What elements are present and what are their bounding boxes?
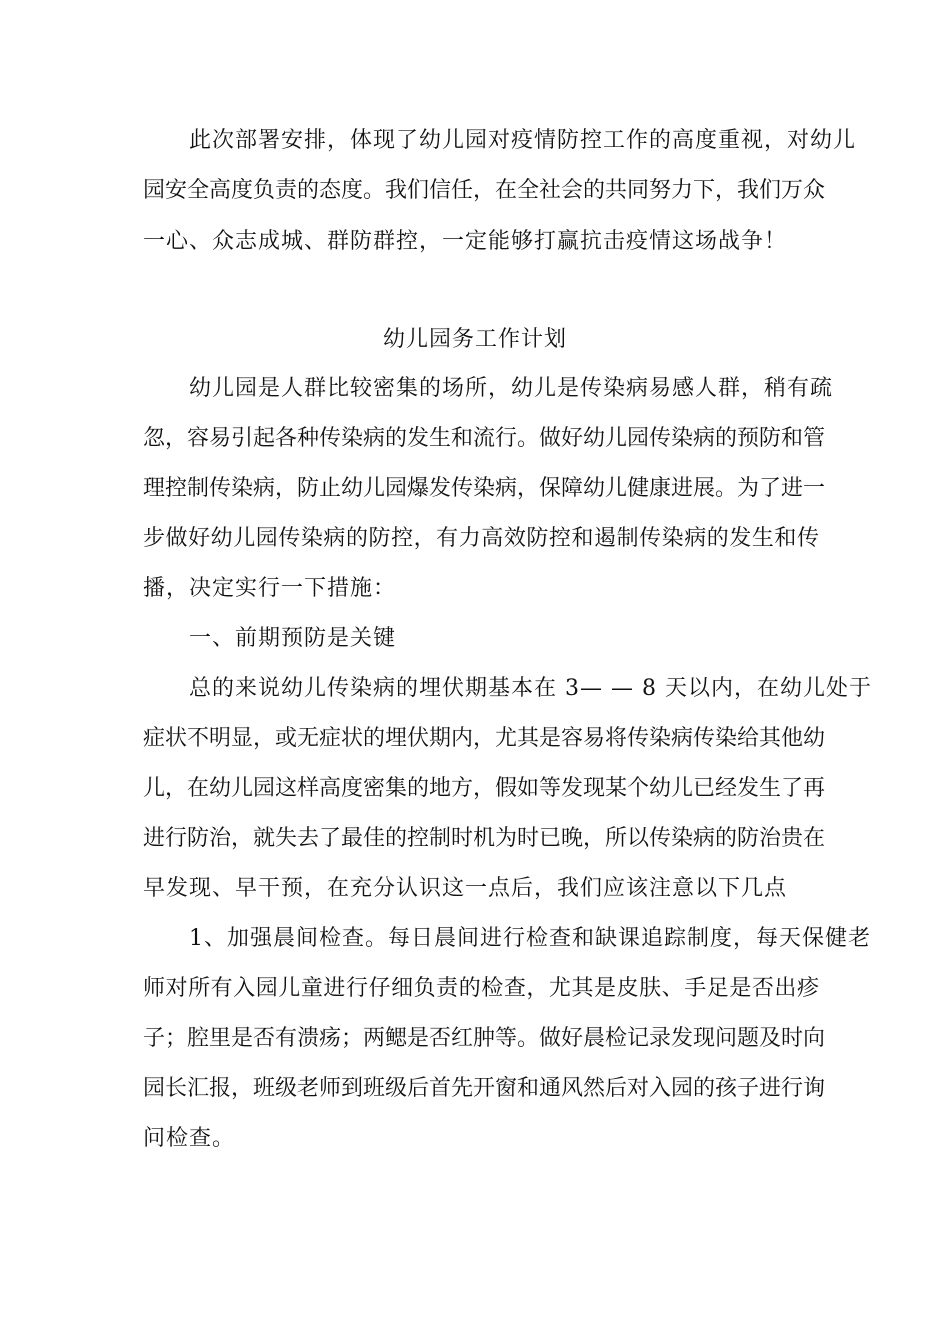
paragraph-line: 子；腔里是否有溃疡；两鳃是否红肿等。做好晨检记录发现问题及时向 [143,1026,826,1051]
paragraph-line: 儿，在幼儿园这样高度密集的地方，假如等发现某个幼儿已经发生了再 [143,776,826,801]
section-heading: 一、前期预防是关键 [189,626,397,651]
paragraph-line: 园长汇报，班级老师到班级后首先开窗和通风然后对入园的孩子进行询 [143,1076,826,1101]
paragraph-line: 进行防治，就失去了最佳的控制时机为时已晚，所以传染病的防治贵在 [143,826,826,851]
paragraph-line: 一心、众志成城、群防群控，一定能够打赢抗击疫情这场战争！ [143,229,788,254]
paragraph-line: 步做好幼儿园传染病的防控，有力高效防控和遏制传染病的发生和传 [143,526,819,551]
paragraph-line: 症状不明显，或无症状的埋伏期内，尤其是容易将传染病传染给其他幼 [143,726,826,751]
paragraph-line: 师对所有入园儿童进行仔细负责的检查，尤其是皮肤、手足是否出疹 [143,976,819,1001]
paragraph-line: 问检查。 [143,1126,236,1151]
paragraph-line: 早发现、早干预，在充分认识这一点后，我们应该注意以下几点 [143,876,788,901]
paragraph-line: 理控制传染病，防止幼儿园爆发传染病，保障幼儿健康进展。为了进一 [143,476,826,501]
paragraph-line: 幼儿园是人群比较密集的场所，幼儿是传染病易感人群，稍有疏 [189,376,834,401]
paragraph-line: 此次部署安排，体现了幼儿园对疫情防控工作的高度重视，对幼儿 [189,128,857,153]
paragraph-line: 1、加强晨间检查。每日晨间进行检查和缺课追踪制度，每天保健老 [189,926,871,951]
document-title: 幼儿园务工作计划 [382,327,567,352]
paragraph-line: 播，决定实行一下措施： [143,576,397,601]
paragraph-line: 忽，容易引起各种传染病的发生和流行。做好幼儿园传染病的预防和管 [143,426,826,451]
paragraph-line: 园安全高度负责的态度。我们信任，在全社会的共同努力下，我们万众 [143,178,826,203]
paragraph-line: 总的来说幼儿传染病的埋伏期基本在 3— — 8 天以内，在幼儿处于 [189,676,872,701]
